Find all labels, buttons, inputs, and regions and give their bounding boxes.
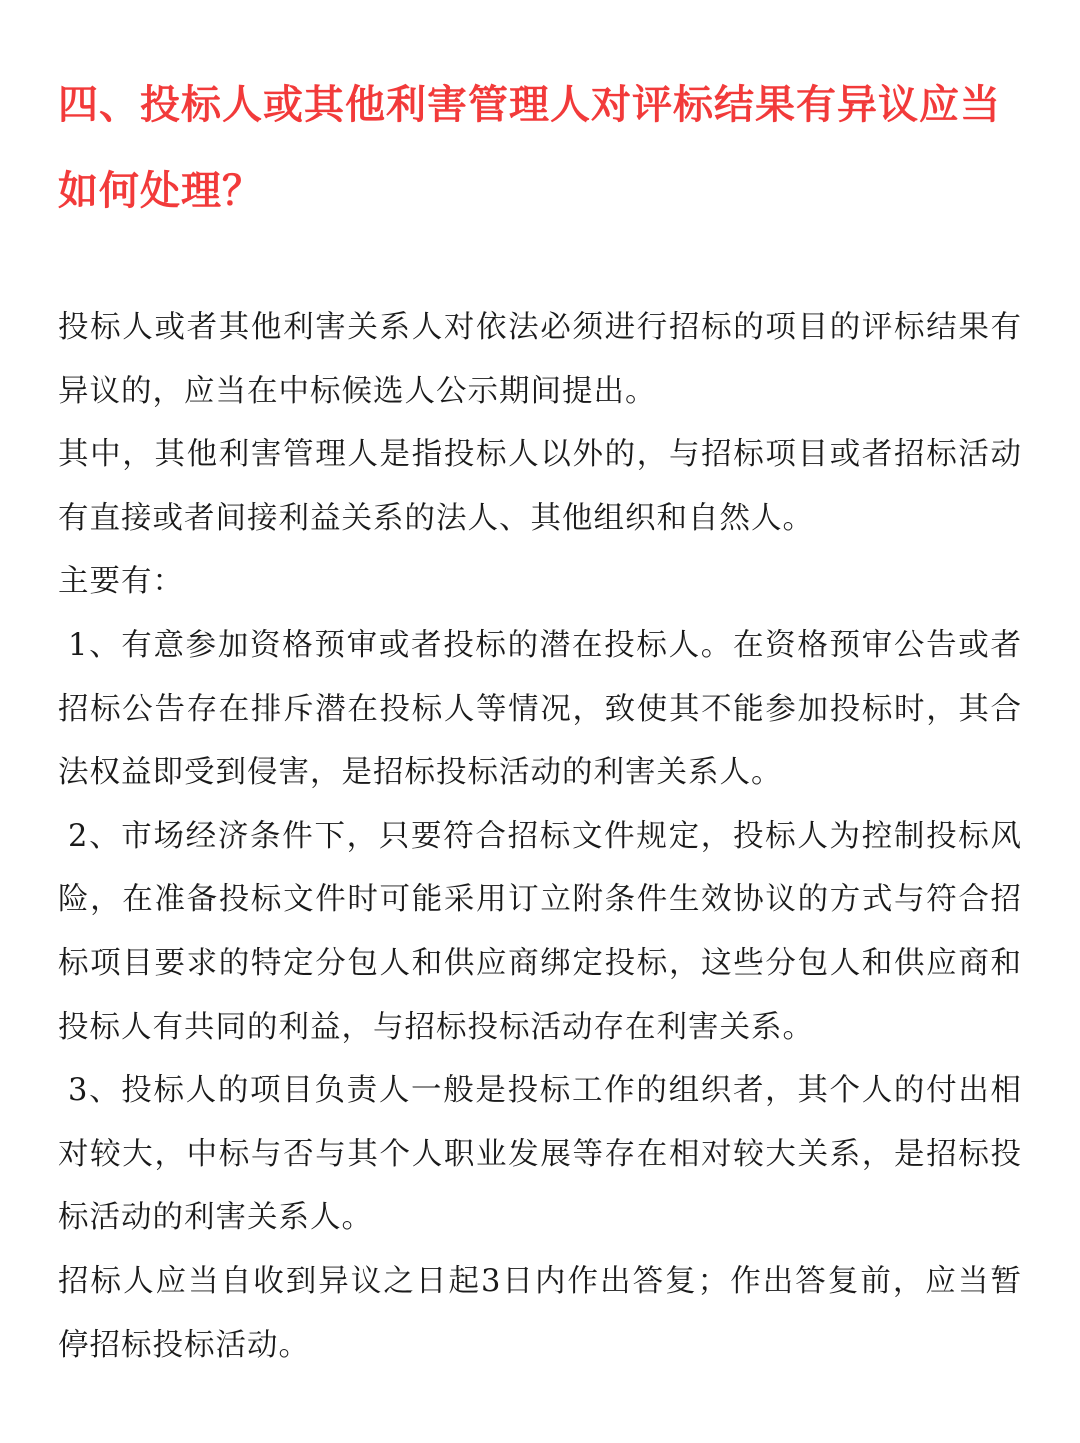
- paragraph-conclusion: 招标人应当自收到异议之日起3日内作出答复；作出答复前，应当暂停招标投标活动。: [58, 1263, 1022, 1363]
- page-title: 四、投标人或其他利害管理人对评标结果有异议应当如何处理？: [58, 82, 1001, 214]
- list-item-2: 2、市场经济条件下，只要符合招标文件规定，投标人为控制投标风险，在准备投标文件时可能采用订立附条件生效协议的方式与符合招标项目要求的特定分包人和供应商绑定投标，这些分包人和供应商和投标人有共同的利益，与招标投标活动存在利害关系。: [58, 818, 1022, 1045]
- paragraph-definition: 其中，其他利害管理人是指投标人以外的，与招标项目或者招标活动有直接或者间接利益关系的法人、其他组织和自然人。: [58, 437, 1022, 536]
- paragraph-list-heading: 主要有：: [58, 564, 184, 600]
- list-item-1: 1、有意参加资格预审或者投标的潜在投标人。在资格预审公告或者招标公告存在排斥潜在投标人等情况，致使其不能参加投标时，其合法权益即受到侵害，是招标投标活动的利害关系人。: [58, 627, 1022, 791]
- paragraph-intro: 投标人或者其他利害关系人对依法必须进行招标的项目的评标结果有异议的，应当在中标候选人公示期间提出。: [58, 310, 1022, 409]
- document-body: [58, 296, 1022, 1377]
- list-item-3: 3、投标人的项目负责人一般是投标工作的组织者，其个人的付出相对较大，中标与否与其个人职业发展等存在相对较大关系，是招标投标活动的利害关系人。: [58, 1073, 1022, 1236]
